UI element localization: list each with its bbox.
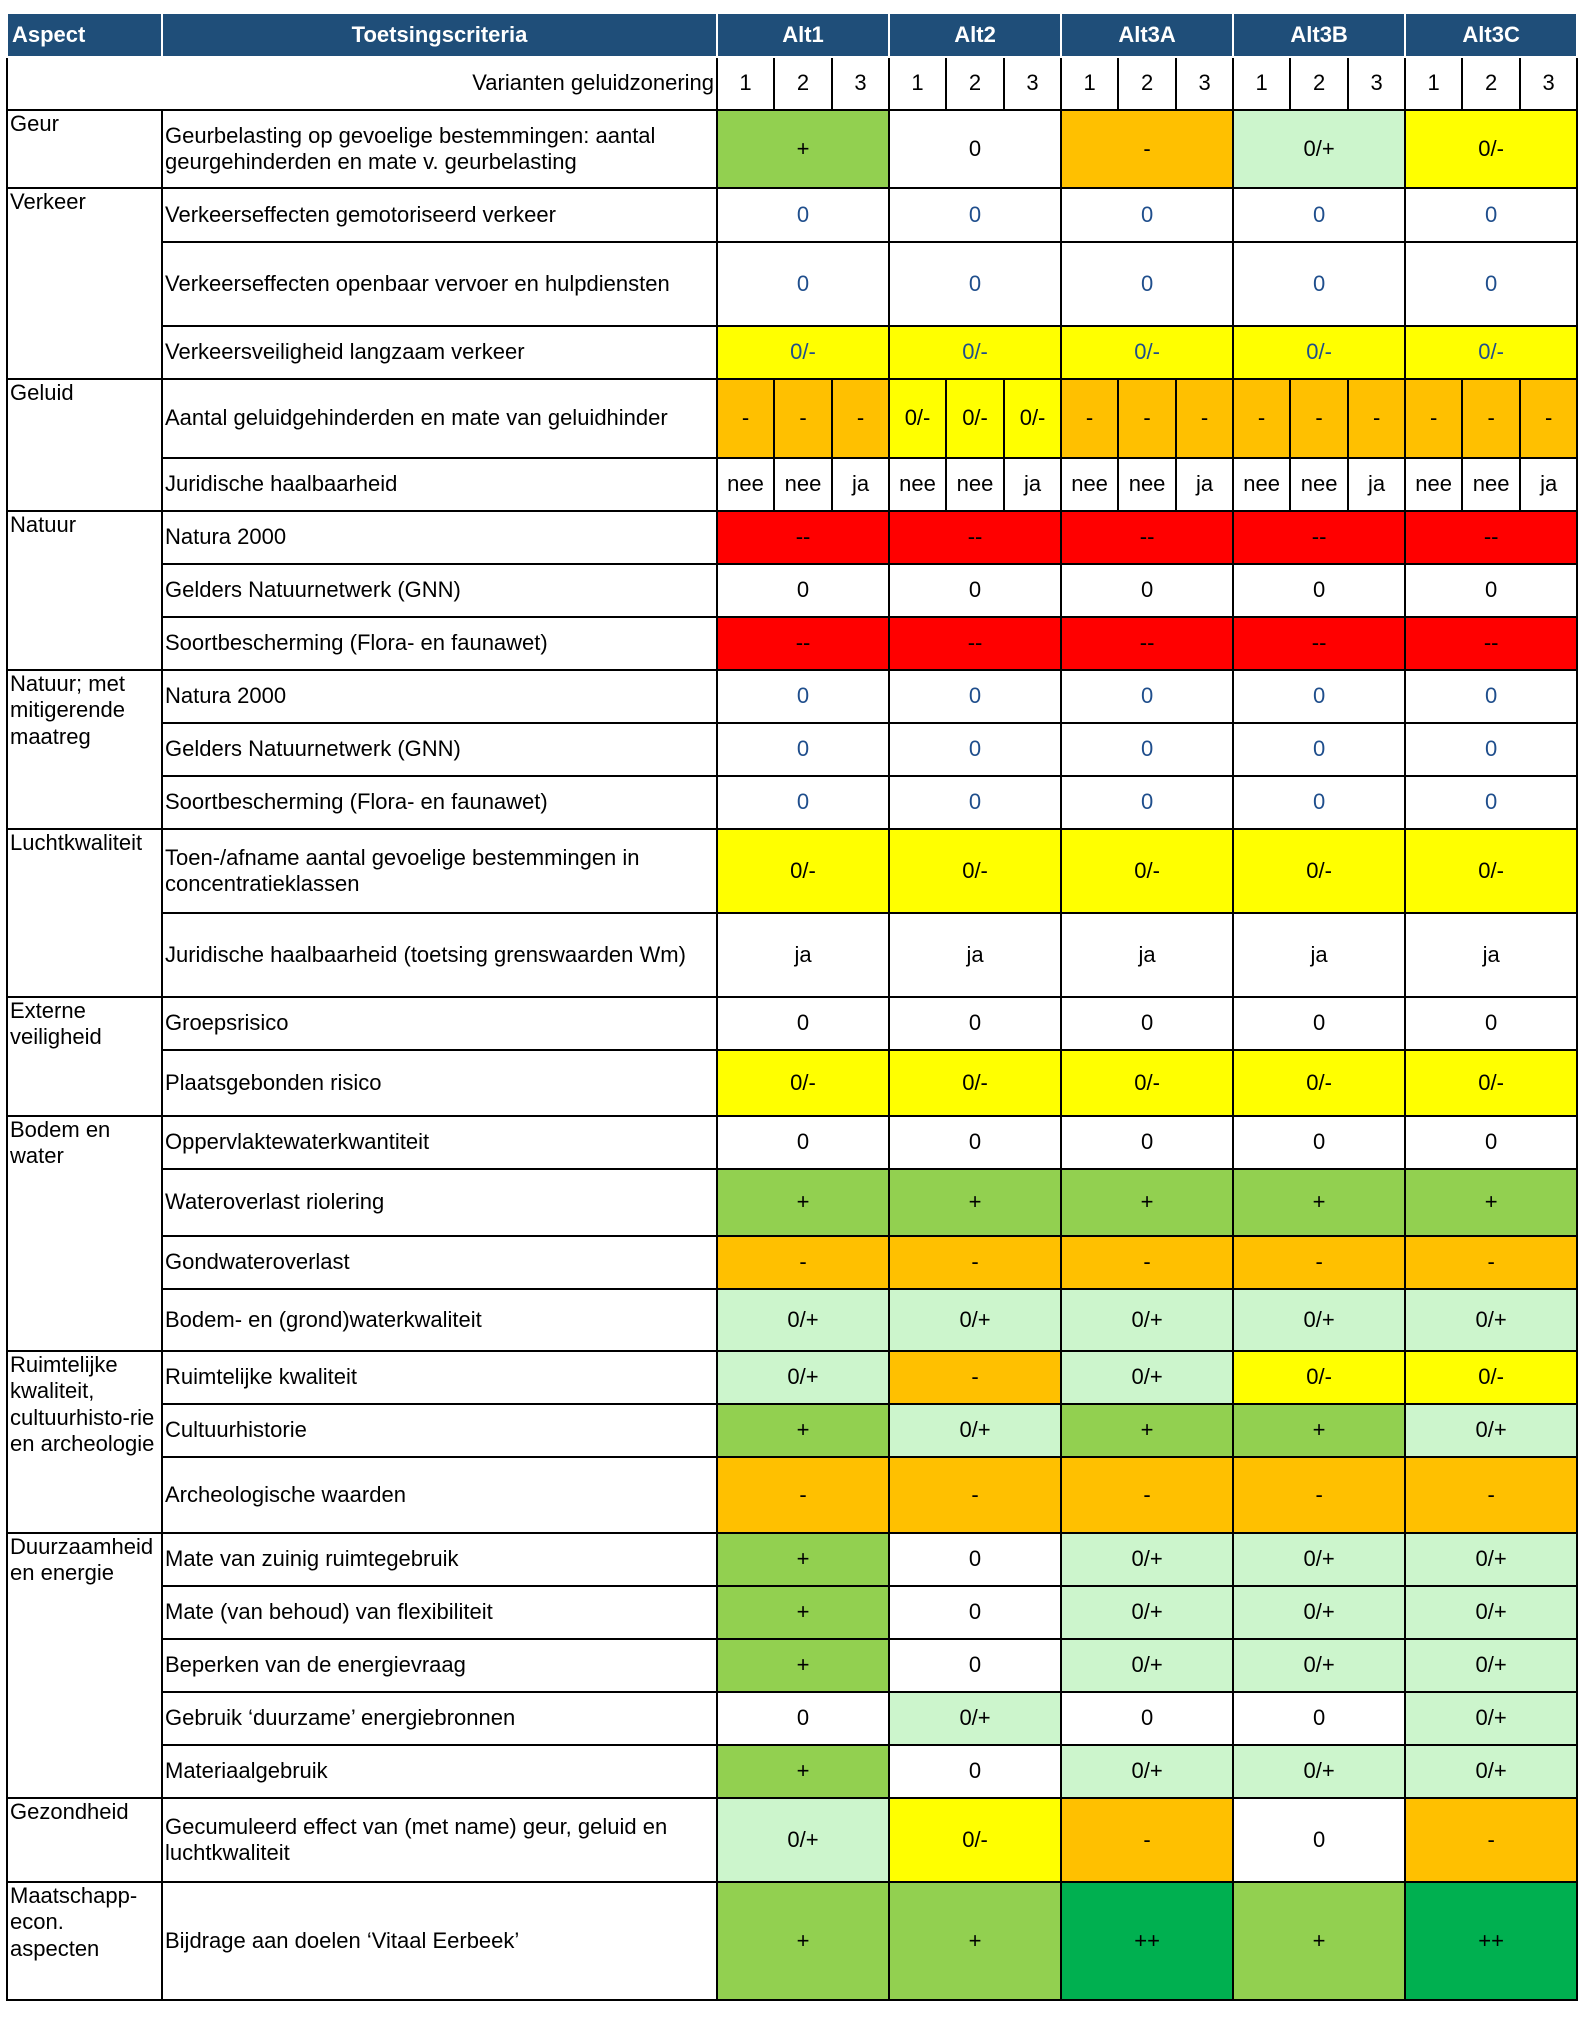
score-cell: 0/- bbox=[1405, 326, 1577, 379]
aspect-cell: Maatschapp-econ. aspecten bbox=[7, 1882, 162, 2000]
score-cell: - bbox=[1405, 379, 1462, 458]
score-cell: 0/- bbox=[717, 1050, 889, 1116]
score-cell: nee bbox=[1061, 458, 1118, 511]
score-cell: - bbox=[1348, 379, 1405, 458]
alt3b-header: Alt3B bbox=[1233, 13, 1405, 57]
score-cell: - bbox=[889, 1351, 1061, 1404]
score-cell: 0 bbox=[1061, 670, 1233, 723]
criterion-cell: Beperken van de energievraag bbox=[162, 1639, 717, 1692]
score-cell: 0/- bbox=[889, 829, 1061, 913]
table-row bbox=[7, 1639, 1577, 1692]
score-cell: 0/+ bbox=[1405, 1586, 1577, 1639]
table-row bbox=[7, 1351, 1577, 1404]
header-row bbox=[7, 13, 1577, 57]
score-cell: ja bbox=[832, 458, 889, 511]
table-row bbox=[7, 1798, 1577, 1882]
criterion-cell: Gelders Natuurnetwerk (GNN) bbox=[162, 723, 717, 776]
score-cell: 0 bbox=[889, 723, 1061, 776]
score-cell: 0/+ bbox=[1061, 1745, 1233, 1798]
score-cell: 0/+ bbox=[1405, 1533, 1577, 1586]
criterion-cell: Gebruik ‘duurzame’ energiebronnen bbox=[162, 1692, 717, 1745]
score-cell: 0 bbox=[1233, 564, 1405, 617]
score-cell: 0/+ bbox=[1405, 1692, 1577, 1745]
aspect-cell: Natuur bbox=[7, 511, 162, 670]
score-cell: 0/- bbox=[1061, 326, 1233, 379]
variant-row bbox=[7, 57, 1577, 110]
score-cell: 0/+ bbox=[1061, 1289, 1233, 1351]
assessment-table-container bbox=[6, 12, 1578, 2001]
table-row bbox=[7, 1586, 1577, 1639]
assessment-table bbox=[6, 12, 1578, 2001]
score-cell: + bbox=[1405, 1169, 1577, 1236]
score-cell: - bbox=[717, 1236, 889, 1289]
table-row bbox=[7, 670, 1577, 723]
aspect-cell: Ruimtelijke kwaliteit, cultuurhisto-rie en archeologie bbox=[7, 1351, 162, 1533]
criterion-cell: Bijdrage aan doelen ‘Vitaal Eerbeek’ bbox=[162, 1882, 717, 2000]
score-cell: 0/- bbox=[1405, 829, 1577, 913]
aspect-cell: Natuur; met mitigerende maatreg bbox=[7, 670, 162, 829]
score-cell: 0/+ bbox=[1061, 1351, 1233, 1404]
aspect-cell: Duurzaamheid en energie bbox=[7, 1533, 162, 1798]
score-cell: 0 bbox=[889, 997, 1061, 1050]
aspect-cell: Bodem en water bbox=[7, 1116, 162, 1351]
variant-label: Varianten geluidzonering bbox=[7, 57, 717, 110]
score-cell: 0/- bbox=[1004, 379, 1061, 458]
score-cell: - bbox=[1520, 379, 1577, 458]
score-cell: ja bbox=[889, 913, 1061, 997]
score-cell: -- bbox=[1061, 511, 1233, 564]
criterion-cell: Aantal geluidgehinderden en mate van geluidhinder bbox=[162, 379, 717, 458]
score-cell: 0 bbox=[1061, 242, 1233, 326]
score-cell: ja bbox=[1405, 913, 1577, 997]
table-row bbox=[7, 1692, 1577, 1745]
score-cell: 0/- bbox=[717, 829, 889, 913]
table-row bbox=[7, 1050, 1577, 1116]
score-cell: 0 bbox=[889, 564, 1061, 617]
criterion-cell: Wateroverlast riolering bbox=[162, 1169, 717, 1236]
score-cell: 0/+ bbox=[1061, 1639, 1233, 1692]
score-cell: nee bbox=[1233, 458, 1290, 511]
alt1-header: Alt1 bbox=[717, 13, 889, 57]
score-cell: -- bbox=[717, 617, 889, 670]
score-cell: 0/+ bbox=[1233, 1639, 1405, 1692]
score-cell: - bbox=[1405, 1457, 1577, 1533]
variant-number: 3 bbox=[1004, 57, 1061, 110]
criterion-cell: Groepsrisico bbox=[162, 997, 717, 1050]
table-row bbox=[7, 723, 1577, 776]
score-cell: - bbox=[832, 379, 889, 458]
score-cell: 0/- bbox=[1405, 110, 1577, 188]
table-row bbox=[7, 242, 1577, 326]
score-cell: 0 bbox=[889, 670, 1061, 723]
score-cell: - bbox=[1061, 379, 1118, 458]
score-cell: -- bbox=[1405, 617, 1577, 670]
score-cell: nee bbox=[946, 458, 1004, 511]
score-cell: - bbox=[889, 1236, 1061, 1289]
score-cell: 0/+ bbox=[1233, 1745, 1405, 1798]
score-cell: + bbox=[1233, 1404, 1405, 1457]
score-cell: 0/+ bbox=[1405, 1289, 1577, 1351]
variant-number: 3 bbox=[1520, 57, 1577, 110]
score-cell: + bbox=[717, 1586, 889, 1639]
table-row bbox=[7, 110, 1577, 188]
variant-number: 1 bbox=[717, 57, 774, 110]
score-cell: 0/- bbox=[1405, 1351, 1577, 1404]
criterion-cell: Oppervlaktewaterkwantiteit bbox=[162, 1116, 717, 1169]
score-cell: + bbox=[717, 1169, 889, 1236]
score-cell: 0 bbox=[1405, 564, 1577, 617]
score-cell: 0 bbox=[889, 776, 1061, 829]
score-cell: + bbox=[1233, 1882, 1405, 2000]
score-cell: 0/- bbox=[1061, 829, 1233, 913]
score-cell: + bbox=[717, 1745, 889, 1798]
score-cell: ja bbox=[1348, 458, 1405, 511]
criterion-cell: Verkeersveiligheid langzaam verkeer bbox=[162, 326, 717, 379]
score-cell: 0/+ bbox=[1233, 1289, 1405, 1351]
score-cell: 0 bbox=[889, 1745, 1061, 1798]
criterion-cell: Gelders Natuurnetwerk (GNN) bbox=[162, 564, 717, 617]
score-cell: 0 bbox=[1061, 997, 1233, 1050]
variant-number: 1 bbox=[889, 57, 946, 110]
table-row bbox=[7, 1169, 1577, 1236]
table-row bbox=[7, 776, 1577, 829]
criterion-cell: Natura 2000 bbox=[162, 511, 717, 564]
criterion-cell: Cultuurhistorie bbox=[162, 1404, 717, 1457]
table-row bbox=[7, 829, 1577, 913]
score-cell: 0 bbox=[1405, 188, 1577, 242]
table-row bbox=[7, 1533, 1577, 1586]
score-cell: 0 bbox=[889, 1639, 1061, 1692]
variant-number: 2 bbox=[1290, 57, 1348, 110]
score-cell: 0 bbox=[717, 723, 889, 776]
variant-number: 2 bbox=[774, 57, 832, 110]
score-cell: 0/- bbox=[889, 379, 946, 458]
variant-number: 3 bbox=[1348, 57, 1405, 110]
score-cell: - bbox=[1176, 379, 1233, 458]
score-cell: 0 bbox=[717, 564, 889, 617]
score-cell: 0/+ bbox=[1405, 1745, 1577, 1798]
aspect-cell: Luchtkwaliteit bbox=[7, 829, 162, 997]
score-cell: 0 bbox=[717, 776, 889, 829]
criterion-cell: Juridische haalbaarheid bbox=[162, 458, 717, 511]
score-cell: + bbox=[1061, 1404, 1233, 1457]
score-cell: 0/- bbox=[889, 326, 1061, 379]
score-cell: - bbox=[1405, 1236, 1577, 1289]
score-cell: ja bbox=[1176, 458, 1233, 511]
table-row bbox=[7, 1236, 1577, 1289]
table-row bbox=[7, 188, 1577, 242]
criterion-cell: Gecumuleerd effect van (met name) geur, geluid en luchtkwaliteit bbox=[162, 1798, 717, 1882]
score-cell: 0/- bbox=[717, 326, 889, 379]
variant-number: 2 bbox=[1462, 57, 1520, 110]
table-row bbox=[7, 617, 1577, 670]
variant-number: 2 bbox=[946, 57, 1004, 110]
score-cell: 0/+ bbox=[717, 1289, 889, 1351]
score-cell: - bbox=[774, 379, 832, 458]
score-cell: - bbox=[1061, 110, 1233, 188]
score-cell: ++ bbox=[1061, 1882, 1233, 2000]
score-cell: 0 bbox=[1405, 242, 1577, 326]
score-cell: 0 bbox=[889, 1116, 1061, 1169]
table-row bbox=[7, 1457, 1577, 1533]
table-row bbox=[7, 1404, 1577, 1457]
score-cell: ++ bbox=[1405, 1882, 1577, 2000]
score-cell: 0/- bbox=[889, 1050, 1061, 1116]
table-row bbox=[7, 1289, 1577, 1351]
score-cell: + bbox=[717, 1639, 889, 1692]
score-cell: 0/+ bbox=[889, 1404, 1061, 1457]
score-cell: 0 bbox=[1233, 188, 1405, 242]
criterion-cell: Ruimtelijke kwaliteit bbox=[162, 1351, 717, 1404]
score-cell: - bbox=[1061, 1457, 1233, 1533]
score-cell: -- bbox=[889, 511, 1061, 564]
criterion-cell: Juridische haalbaarheid (toetsing grenswaarden Wm) bbox=[162, 913, 717, 997]
table-row bbox=[7, 458, 1577, 511]
criterion-cell: Archeologische waarden bbox=[162, 1457, 717, 1533]
score-cell: + bbox=[717, 1404, 889, 1457]
alt2-header: Alt2 bbox=[889, 13, 1061, 57]
score-cell: 0/- bbox=[1233, 1351, 1405, 1404]
table-row bbox=[7, 913, 1577, 997]
score-cell: 0/+ bbox=[717, 1798, 889, 1882]
table-row bbox=[7, 1882, 1577, 2000]
variant-number: 3 bbox=[832, 57, 889, 110]
score-cell: - bbox=[1462, 379, 1520, 458]
score-cell: - bbox=[717, 379, 774, 458]
score-cell: - bbox=[1118, 379, 1176, 458]
score-cell: 0 bbox=[889, 110, 1061, 188]
score-cell: 0/+ bbox=[889, 1692, 1061, 1745]
score-cell: - bbox=[717, 1457, 889, 1533]
score-cell: + bbox=[889, 1169, 1061, 1236]
variant-number: 2 bbox=[1118, 57, 1176, 110]
score-cell: 0 bbox=[1233, 723, 1405, 776]
score-cell: nee bbox=[717, 458, 774, 511]
score-cell: 0 bbox=[1405, 670, 1577, 723]
criterion-cell: Soortbescherming (Flora- en faunawet) bbox=[162, 617, 717, 670]
score-cell: 0 bbox=[1233, 242, 1405, 326]
score-cell: - bbox=[889, 1457, 1061, 1533]
score-cell: nee bbox=[774, 458, 832, 511]
criterion-cell: Gondwateroverlast bbox=[162, 1236, 717, 1289]
score-cell: 0 bbox=[1405, 997, 1577, 1050]
score-cell: 0 bbox=[1405, 776, 1577, 829]
score-cell: 0/+ bbox=[1405, 1639, 1577, 1692]
score-cell: 0/+ bbox=[1061, 1586, 1233, 1639]
criterion-cell: Natura 2000 bbox=[162, 670, 717, 723]
criterion-cell: Toen-/afname aantal gevoelige bestemmingen in concentratieklassen bbox=[162, 829, 717, 913]
score-cell: 0 bbox=[717, 997, 889, 1050]
score-cell: 0 bbox=[1061, 188, 1233, 242]
score-cell: 0/+ bbox=[717, 1351, 889, 1404]
table-row bbox=[7, 564, 1577, 617]
aspect-cell: Gezondheid bbox=[7, 1798, 162, 1882]
score-cell: 0/- bbox=[1233, 326, 1405, 379]
score-cell: + bbox=[717, 1882, 889, 2000]
score-cell: 0 bbox=[1233, 1116, 1405, 1169]
score-cell: 0 bbox=[717, 1692, 889, 1745]
score-cell: -- bbox=[889, 617, 1061, 670]
score-cell: + bbox=[889, 1882, 1061, 2000]
score-cell: + bbox=[1233, 1169, 1405, 1236]
score-cell: 0 bbox=[1405, 723, 1577, 776]
score-cell: 0/+ bbox=[1233, 110, 1405, 188]
score-cell: 0/+ bbox=[1405, 1404, 1577, 1457]
score-cell: + bbox=[717, 1533, 889, 1586]
table-row bbox=[7, 379, 1577, 458]
score-cell: 0 bbox=[1061, 564, 1233, 617]
score-cell: 0/- bbox=[1061, 1050, 1233, 1116]
score-cell: 0/+ bbox=[889, 1289, 1061, 1351]
score-cell: - bbox=[1061, 1798, 1233, 1882]
alt3c-header: Alt3C bbox=[1405, 13, 1577, 57]
score-cell: -- bbox=[717, 511, 889, 564]
criteria-header: Toetsingscriteria bbox=[162, 13, 717, 57]
score-cell: 0 bbox=[1233, 997, 1405, 1050]
score-cell: - bbox=[1290, 379, 1348, 458]
variant-number: 1 bbox=[1061, 57, 1118, 110]
variant-number: 1 bbox=[1233, 57, 1290, 110]
score-cell: 0 bbox=[717, 670, 889, 723]
score-cell: 0/- bbox=[1233, 829, 1405, 913]
score-cell: ja bbox=[1061, 913, 1233, 997]
score-cell: nee bbox=[1462, 458, 1520, 511]
score-cell: -- bbox=[1061, 617, 1233, 670]
score-cell: -- bbox=[1233, 511, 1405, 564]
score-cell: 0 bbox=[1233, 776, 1405, 829]
score-cell: 0 bbox=[889, 188, 1061, 242]
score-cell: 0/+ bbox=[1061, 1533, 1233, 1586]
table-row bbox=[7, 997, 1577, 1050]
score-cell: 0 bbox=[1061, 723, 1233, 776]
criterion-cell: Bodem- en (grond)waterkwaliteit bbox=[162, 1289, 717, 1351]
score-cell: ja bbox=[717, 913, 889, 997]
score-cell: 0 bbox=[1233, 1798, 1405, 1882]
score-cell: 0/- bbox=[1233, 1050, 1405, 1116]
score-cell: + bbox=[1061, 1169, 1233, 1236]
score-cell: -- bbox=[1233, 617, 1405, 670]
score-cell: 0/+ bbox=[1233, 1533, 1405, 1586]
aspect-cell: Geur bbox=[7, 110, 162, 188]
score-cell: 0 bbox=[1405, 1116, 1577, 1169]
score-cell: ja bbox=[1520, 458, 1577, 511]
score-cell: - bbox=[1061, 1236, 1233, 1289]
criterion-cell: Plaatsgebonden risico bbox=[162, 1050, 717, 1116]
score-cell: nee bbox=[1405, 458, 1462, 511]
score-cell: 0 bbox=[889, 1533, 1061, 1586]
table-row bbox=[7, 511, 1577, 564]
criterion-cell: Mate (van behoud) van flexibiliteit bbox=[162, 1586, 717, 1639]
score-cell: 0/- bbox=[889, 1798, 1061, 1882]
criterion-cell: Soortbescherming (Flora- en faunawet) bbox=[162, 776, 717, 829]
table-row bbox=[7, 1116, 1577, 1169]
score-cell: 0 bbox=[717, 1116, 889, 1169]
score-cell: 0/- bbox=[1405, 1050, 1577, 1116]
score-cell: 0 bbox=[889, 1586, 1061, 1639]
score-cell: 0/+ bbox=[1233, 1586, 1405, 1639]
score-cell: - bbox=[1405, 1798, 1577, 1882]
table-row bbox=[7, 1745, 1577, 1798]
score-cell: 0 bbox=[1233, 670, 1405, 723]
score-cell: ja bbox=[1004, 458, 1061, 511]
score-cell: 0 bbox=[1061, 1692, 1233, 1745]
score-cell: 0/- bbox=[946, 379, 1004, 458]
aspect-cell: Geluid bbox=[7, 379, 162, 511]
aspect-cell: Externe veiligheid bbox=[7, 997, 162, 1116]
score-cell: nee bbox=[1290, 458, 1348, 511]
variant-number: 3 bbox=[1176, 57, 1233, 110]
criterion-cell: Verkeerseffecten gemotoriseerd verkeer bbox=[162, 188, 717, 242]
aspect-header: Aspect bbox=[7, 13, 162, 57]
score-cell: nee bbox=[889, 458, 946, 511]
score-cell: - bbox=[1233, 379, 1290, 458]
variant-number: 1 bbox=[1405, 57, 1462, 110]
score-cell: -- bbox=[1405, 511, 1577, 564]
score-cell: nee bbox=[1118, 458, 1176, 511]
score-cell: 0 bbox=[1233, 1692, 1405, 1745]
criterion-cell: Mate van zuinig ruimtegebruik bbox=[162, 1533, 717, 1586]
score-cell: - bbox=[1233, 1236, 1405, 1289]
score-cell: 0 bbox=[717, 242, 889, 326]
score-cell: 0 bbox=[1061, 1116, 1233, 1169]
table-row bbox=[7, 326, 1577, 379]
score-cell: ja bbox=[1233, 913, 1405, 997]
score-cell: - bbox=[1233, 1457, 1405, 1533]
score-cell: 0 bbox=[717, 188, 889, 242]
criterion-cell: Geurbelasting op gevoelige bestemmingen: aantal geurgehinderden en mate v. geurbelasting bbox=[162, 110, 717, 188]
criterion-cell: Materiaalgebruik bbox=[162, 1745, 717, 1798]
score-cell: 0 bbox=[889, 242, 1061, 326]
score-cell: 0 bbox=[1061, 776, 1233, 829]
score-cell: + bbox=[717, 110, 889, 188]
alt3a-header: Alt3A bbox=[1061, 13, 1233, 57]
criterion-cell: Verkeerseffecten openbaar vervoer en hulpdiensten bbox=[162, 242, 717, 326]
aspect-cell: Verkeer bbox=[7, 188, 162, 379]
